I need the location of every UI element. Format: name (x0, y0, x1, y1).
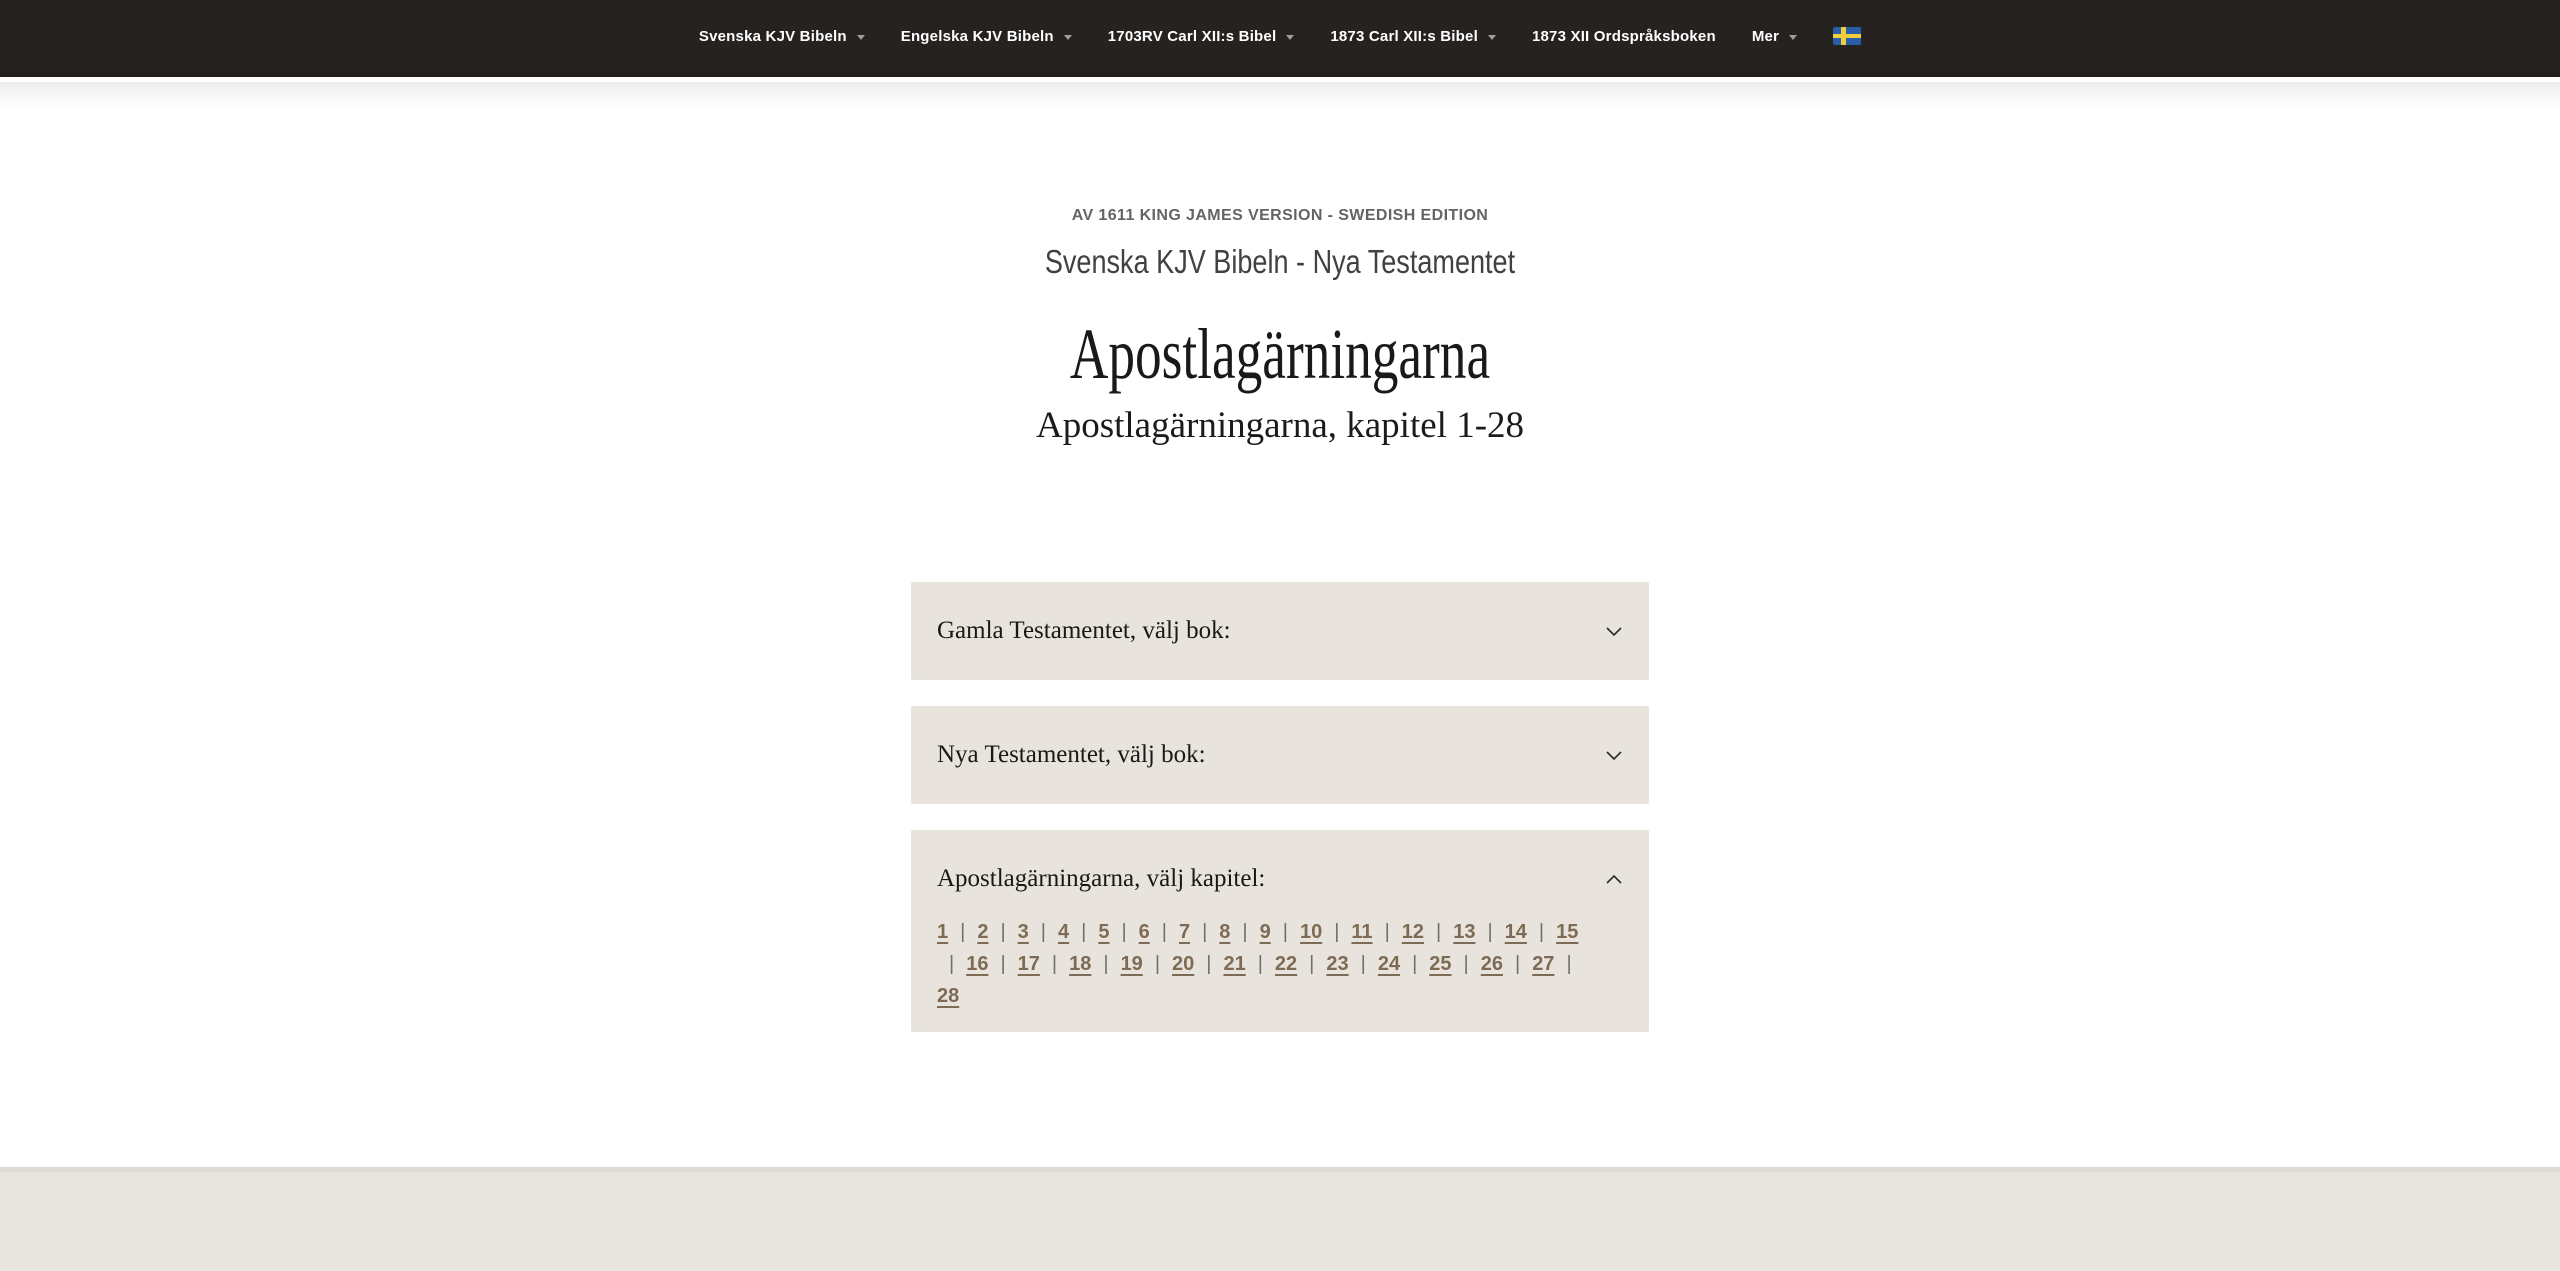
chapter-link-13[interactable]: 13 (1453, 921, 1476, 943)
site-subtitle: Svenska KJV Bibeln - Nya Testamentet (1044, 243, 1516, 280)
chapter-link-16[interactable]: 16 (966, 953, 989, 975)
chapter-separator: | (1000, 953, 1006, 975)
accordion-old-testament-header[interactable] (937, 582, 1623, 680)
chapter-link-22[interactable]: 22 (1274, 953, 1298, 975)
nav-item-label: 1873 Carl XII:s Bibel (1330, 27, 1478, 45)
chapter-separator: | (1538, 921, 1545, 943)
accordion-chapters-header[interactable] (937, 830, 1623, 928)
chapter-separator: | (1040, 921, 1046, 943)
chapter-link-8[interactable]: 8 (1219, 921, 1231, 943)
chapter-separator: | (1282, 921, 1288, 943)
nav-item-1703rv-carl-xii-s-bibel[interactable] (1108, 28, 1295, 45)
swedish-flag-icon[interactable] (1833, 27, 1861, 45)
chapter-separator: | (1121, 921, 1127, 943)
chapter-link-6[interactable]: 6 (1138, 921, 1150, 943)
chapter-separator: | (1051, 953, 1058, 975)
page-subtitle: Apostlagärningarna, kapitel 1-28 (1035, 405, 1525, 446)
dropdown-caret-icon (857, 35, 865, 40)
chapter-link-1[interactable]: 1 (937, 921, 949, 943)
nav-item-mer[interactable] (1752, 28, 1797, 45)
nav-item-label: 1873 XII Ordspråksboken (1531, 27, 1716, 45)
chapter-separator: | (1384, 921, 1390, 943)
chapter-link-11[interactable]: 11 (1351, 921, 1373, 943)
chapter-link-23[interactable]: 23 (1326, 953, 1349, 975)
chapter-link-20[interactable]: 20 (1172, 953, 1195, 975)
chapter-separator: | (1242, 921, 1248, 943)
nav-item-svenska-kjv-bibeln[interactable] (699, 28, 865, 45)
chapter-link-10[interactable]: 10 (1299, 921, 1323, 943)
chevron-down-icon (1605, 750, 1623, 761)
accordion-chapters (911, 830, 1649, 1032)
chapter-link-19[interactable]: 19 (1120, 953, 1143, 975)
chapter-separator: | (1202, 921, 1208, 943)
chapter-link-21[interactable]: 21 (1223, 953, 1246, 975)
chevron-up-icon (1605, 874, 1623, 885)
chapter-separator: | (1257, 953, 1263, 975)
nav-item-label: Engelska KJV Bibeln (900, 27, 1054, 45)
chapter-separator: | (1566, 953, 1572, 975)
chapter-link-9[interactable]: 9 (1259, 921, 1271, 943)
chapter-row (937, 948, 1623, 980)
accordion-new-testament (911, 706, 1649, 804)
accordion-title: Gamla Testamentet, välj bok: (937, 617, 1231, 644)
accordion-group (911, 582, 1649, 1058)
dropdown-caret-icon (1064, 35, 1072, 40)
chapter-separator: | (1436, 921, 1442, 943)
chapter-link-12[interactable]: 12 (1401, 921, 1425, 943)
page-footer (0, 1167, 2560, 1271)
chapter-row (937, 916, 1623, 948)
nav-item-label: Svenska KJV Bibeln (698, 27, 847, 45)
chapter-separator: | (1514, 953, 1521, 975)
accordion-old-testament (911, 582, 1649, 680)
chapter-separator: | (1000, 921, 1006, 943)
edition-eyebrow: AV 1611 KING JAMES VERSION - SWEDISH EDITION (1071, 207, 1489, 224)
accordion-title: Apostlagärningarna, välj kapitel: (937, 865, 1266, 892)
nav-item-label: Mer (1751, 27, 1780, 45)
top-navbar (0, 0, 2560, 77)
chapter-separator: | (1103, 953, 1109, 975)
chapter-link-28[interactable]: 28 (937, 985, 960, 1007)
chapter-link-4[interactable]: 4 (1057, 921, 1070, 943)
chapter-separator: | (1487, 921, 1493, 943)
chapter-link-3[interactable]: 3 (1017, 921, 1029, 943)
chapter-separator: | (1412, 953, 1418, 975)
chapter-link-14[interactable]: 14 (1504, 921, 1527, 943)
nav-item-label: 1703RV Carl XII:s Bibel (1107, 27, 1277, 45)
chapter-link-5[interactable]: 5 (1098, 921, 1110, 943)
chapter-row (937, 980, 1623, 1012)
hero-section (0, 82, 2560, 447)
chapter-link-25[interactable]: 25 (1429, 953, 1452, 975)
chevron-down-icon (1605, 626, 1623, 637)
chapter-link-15[interactable]: 15 (1556, 921, 1579, 943)
chapter-separator: | (1154, 953, 1161, 975)
accordion-title: Nya Testamentet, välj bok: (937, 741, 1206, 768)
dropdown-caret-icon (1286, 35, 1294, 40)
chapter-separator: | (1360, 953, 1366, 975)
accordion-new-testament-header[interactable] (937, 706, 1623, 804)
dropdown-caret-icon (1789, 35, 1797, 40)
page-title: Apostlagärningarna (1069, 314, 1491, 394)
nav-item-1873-xii-ordspr-ksboken[interactable] (1532, 28, 1716, 45)
chapter-separator: | (949, 953, 955, 975)
chapter-link-list (937, 916, 1623, 1032)
chapter-separator: | (1463, 953, 1469, 975)
chapter-separator: | (1309, 953, 1315, 975)
chapter-separator: | (1081, 921, 1087, 943)
chapter-link-27[interactable]: 27 (1532, 953, 1555, 975)
chapter-separator: | (1334, 921, 1340, 943)
chapter-link-26[interactable]: 26 (1480, 953, 1503, 975)
chapter-link-24[interactable]: 24 (1377, 953, 1401, 975)
chapter-separator: | (960, 921, 966, 943)
nav-item-engelska-kjv-bibeln[interactable] (901, 28, 1072, 45)
dropdown-caret-icon (1488, 35, 1496, 40)
chapter-link-7[interactable]: 7 (1178, 921, 1191, 943)
nav-item-1873-carl-xii-s-bibel[interactable] (1330, 28, 1496, 45)
chapter-link-2[interactable]: 2 (977, 921, 989, 943)
chapter-link-17[interactable]: 17 (1017, 953, 1040, 975)
chapter-link-18[interactable]: 18 (1069, 953, 1092, 975)
chapter-separator: | (1206, 953, 1212, 975)
chapter-separator: | (1161, 921, 1167, 943)
